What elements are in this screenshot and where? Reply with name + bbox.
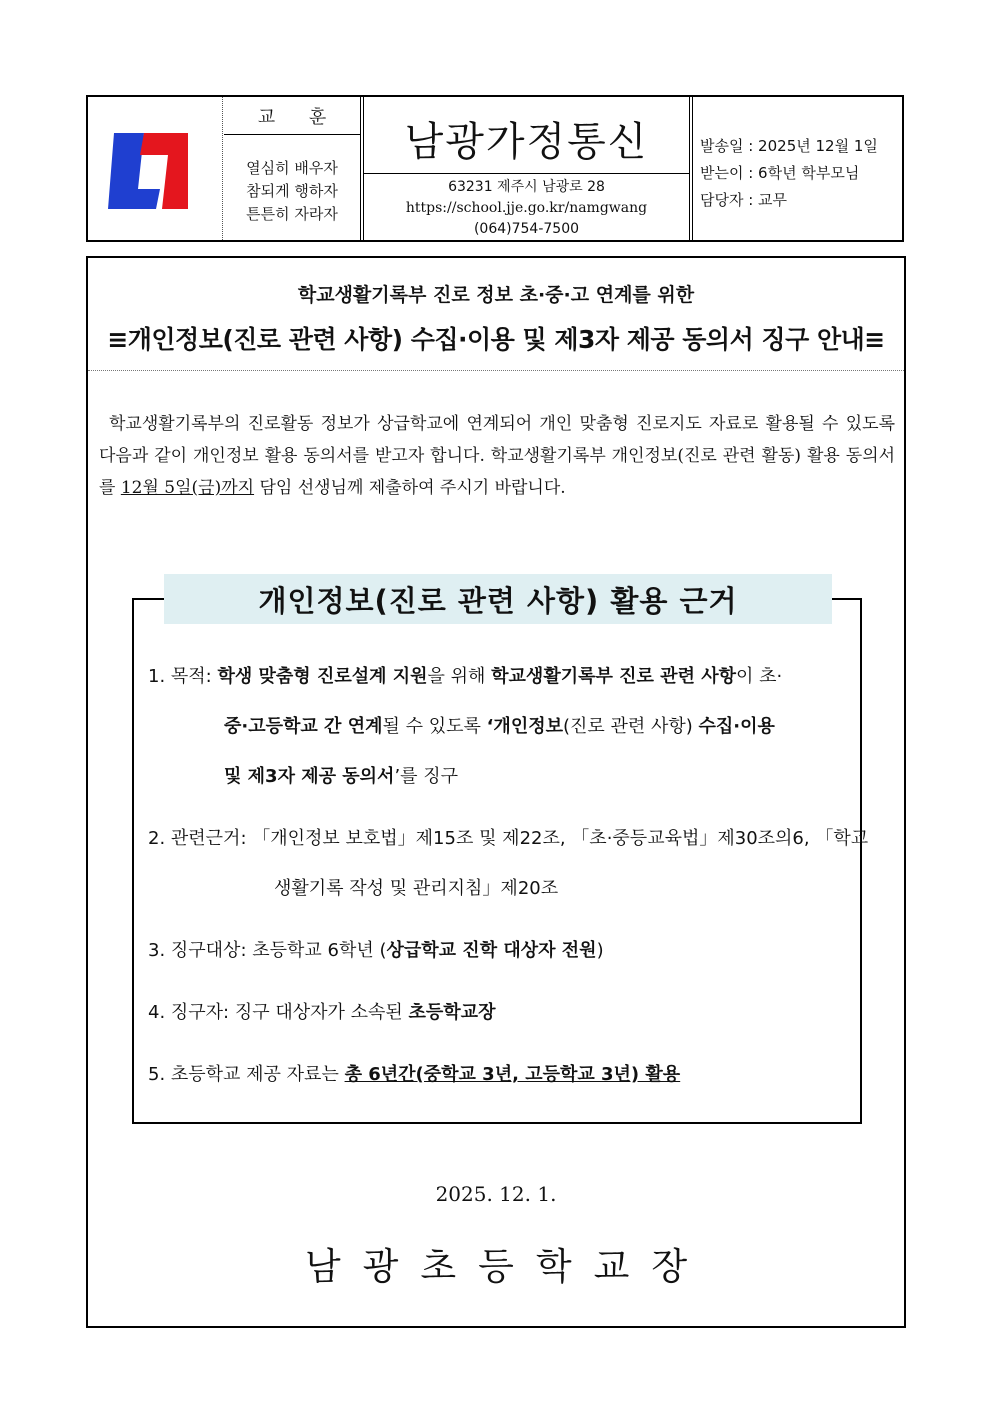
basis-title: 개인정보(진로 관련 사항) 활용 근거 bbox=[164, 574, 832, 624]
newsletter-header bbox=[86, 95, 904, 242]
notice-heading: ≡개인정보(진로 관련 사항) 수집·이용 및 제3자 제공 동의서 징구 안내≡ bbox=[107, 325, 885, 354]
heading-divider bbox=[88, 370, 904, 371]
item-text: 4. 징구자: 징구 대상자가 소속된 bbox=[148, 1002, 409, 1023]
item-text: 을 위해 bbox=[427, 666, 492, 687]
issue-info bbox=[700, 133, 905, 214]
school-logo bbox=[106, 131, 190, 211]
motto-line: 튼튼히 자라자 bbox=[246, 205, 338, 223]
motto-line: 참되게 행하자 bbox=[246, 182, 338, 200]
basis-item-target bbox=[148, 936, 604, 962]
title-divider bbox=[364, 173, 689, 174]
item-bold-text: ‘개인정보 bbox=[486, 716, 563, 737]
basis-item-purpose bbox=[148, 662, 782, 688]
motto-title: 교 훈 bbox=[224, 97, 360, 135]
intro-paragraph bbox=[99, 408, 895, 504]
divider bbox=[360, 97, 361, 240]
basis-item-purpose-line2 bbox=[224, 712, 775, 738]
notice-subheading: 학교생활기록부 진로 정보 초·중·고 연계를 위한 bbox=[297, 284, 695, 306]
item-bold-text: 학생 맞춤형 진로설계 지원 bbox=[217, 666, 428, 687]
item-text: 이 초· bbox=[736, 666, 783, 687]
item-bold-text: 중·고등학교 간 연계 bbox=[224, 716, 383, 737]
intro-text: 담임 선생님께 제출하여 주시기 바랍니다. bbox=[254, 478, 566, 498]
deadline: 12월 5일(금)까지 bbox=[120, 478, 255, 498]
issue-date: 발송일 : 2025년 12월 1일 bbox=[700, 137, 878, 155]
basis-item-legal-basis-line2: 생활기록 작성 및 관리지침」제20조 bbox=[274, 878, 559, 899]
basis-item-collector bbox=[148, 998, 495, 1024]
item-text: 3. 징구대상: 초등학교 6학년 ( bbox=[148, 940, 387, 961]
recipient: 받는이 : 6학년 학부모님 bbox=[700, 164, 860, 182]
phone-number: (064)754-7500 bbox=[473, 221, 580, 237]
intro-text: 학교생활기록부의 진로활동 정보가 상급학교에 연계되어 개인 맞춤형 진로지도 자료로 활용될 수 있도록 다음과 같이 개인정보 활용 동의서를 받고자 합니다. 학교생활기록부 개인정보(진로 관련 활동) 활용 동의서를 bbox=[99, 414, 895, 498]
item-bold-text: 수집·이용 bbox=[698, 716, 775, 737]
postal-address: 63231 제주시 남광로 28 bbox=[448, 179, 605, 195]
person-in-charge: 담당자 : 교무 bbox=[700, 191, 788, 209]
motto-line: 열심히 배우자 bbox=[246, 159, 338, 177]
item-text: (진로 관련 사항) bbox=[562, 716, 699, 737]
item-text: 5. 초등학교 제공 자료는 bbox=[148, 1064, 345, 1085]
item-bold-text: 및 제3자 제공 동의서 bbox=[224, 766, 395, 787]
motto-lines bbox=[224, 157, 360, 226]
item-text: ) bbox=[596, 940, 604, 961]
item-bold-text: 상급학교 진학 대상자 전원 bbox=[386, 940, 597, 961]
school-address bbox=[364, 177, 689, 240]
item-bold-text: 초등학교장 bbox=[408, 1002, 496, 1023]
notice-body bbox=[86, 256, 906, 1328]
basis-item-usage-period bbox=[148, 1060, 680, 1086]
school-website: https://school.jje.go.kr/namgwang bbox=[405, 200, 648, 216]
principal-signature: 남광초등학교장 bbox=[304, 1245, 710, 1288]
item-text: 1. 목적: bbox=[148, 666, 218, 687]
newsletter-title: 남광가정통신 bbox=[404, 118, 649, 165]
divider bbox=[689, 97, 690, 240]
item-text: ’를 징구 bbox=[394, 766, 459, 787]
divider bbox=[222, 97, 223, 240]
issue-date-footer: 2025. 12. 1. bbox=[435, 1182, 557, 1206]
item-bold-text: 학교생활기록부 진로 관련 사항 bbox=[491, 666, 736, 687]
item-bold-text: 총 6년간(중학교 3년, 고등학교 3년) 활용 bbox=[344, 1064, 681, 1085]
basis-item-legal-basis: 2. 관련근거: 「개인정보 보호법」제15조 및 제22조, 「초·중등교육법」제30조의6, 「학교 bbox=[148, 828, 869, 849]
divider bbox=[692, 97, 693, 240]
item-text: 될 수 있도록 bbox=[382, 716, 487, 737]
basis-item-purpose-line3 bbox=[224, 762, 458, 788]
